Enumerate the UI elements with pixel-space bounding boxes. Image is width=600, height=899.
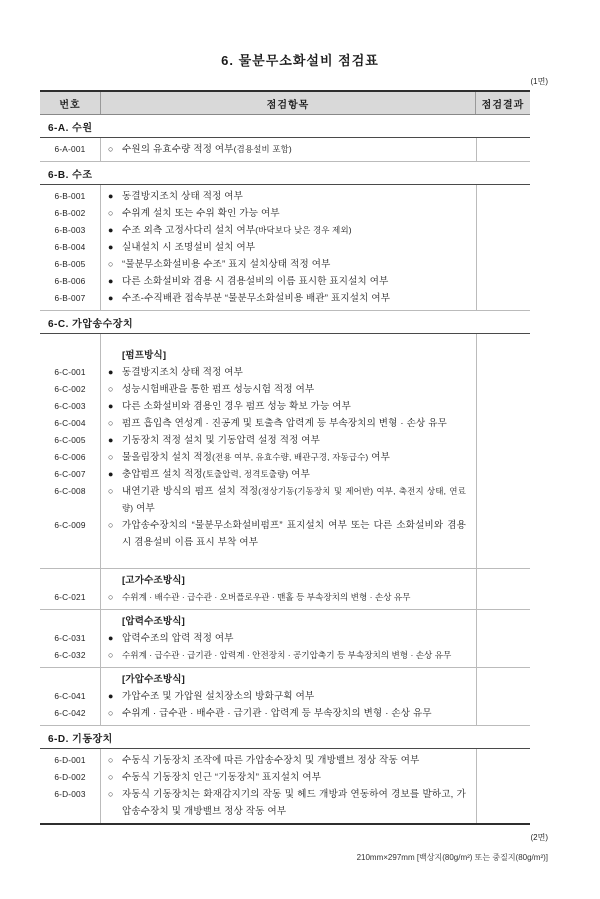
checklist-row — [40, 432, 530, 449]
paren-note: (겸용설비 포함) — [233, 144, 292, 154]
checklist-row — [40, 239, 530, 256]
row-id: 6-C-001 — [54, 367, 86, 377]
filled-circle-marker: ● — [108, 225, 114, 235]
row-id — [40, 347, 100, 364]
row-id: 6-B-005 — [54, 259, 86, 269]
checklist-row — [40, 141, 530, 158]
row-text: 수조-수직배관 접속부분 “물분무소화설비용 배관” 표지설치 여부 — [122, 293, 391, 304]
row-text: 충압펌프 설치 적정(토출압력, 정격토출량) 여부 — [122, 469, 310, 480]
paren-note: (바닥보다 낮은 경우 제외) — [255, 225, 352, 235]
row-block — [40, 138, 530, 162]
checklist-section — [40, 311, 530, 726]
table-header-row — [40, 90, 530, 115]
row-id: 6-C-002 — [54, 384, 86, 394]
row-id: 6-C-003 — [54, 401, 86, 411]
row-text: 다른 소화설비와 겸용 시 겸용설비의 이름 표시한 표지설치 여부 — [122, 276, 389, 287]
filled-circle-marker: ● — [108, 435, 114, 445]
checklist-row — [40, 786, 530, 820]
row-text: 기동장치 적정 설치 및 기동압력 설정 적정 여부 — [122, 435, 321, 446]
row-id: 6-B-004 — [54, 242, 86, 252]
checklist-row — [40, 705, 530, 722]
row-id: 6-C-031 — [54, 633, 86, 643]
checklist-section — [40, 115, 530, 162]
row-text: 수위계 설치 또는 수위 확인 가능 여부 — [122, 208, 280, 219]
checklist-row — [40, 398, 530, 415]
checklist-row — [40, 752, 530, 769]
checklist-row — [40, 273, 530, 290]
row-text: “물분무소화설비용 수조” 표지 설치상태 적정 여부 — [122, 259, 331, 270]
checklist-row — [40, 688, 530, 705]
row-id: 6-C-041 — [54, 691, 86, 701]
row-id: 6-D-001 — [54, 755, 86, 765]
filled-circle-marker: ● — [108, 367, 114, 377]
row-text: 수동식 기동장치 인근 “기동장치” 표지설치 여부 — [122, 772, 322, 783]
checklist-row — [40, 415, 530, 432]
checklist-row — [40, 364, 530, 381]
block-label-row — [40, 347, 530, 364]
checklist-row — [40, 769, 530, 786]
open-circle-marker: ○ — [108, 789, 114, 799]
checklist-row — [40, 647, 530, 664]
header-cell-result: 점검결과 — [481, 99, 525, 111]
checklist-section — [40, 726, 530, 825]
row-id: 6-C-005 — [54, 435, 86, 445]
page-marker-bottom: (2면) — [530, 833, 548, 842]
section-title: 6-A. 수원 — [40, 115, 530, 138]
open-circle-marker: ○ — [108, 208, 114, 218]
checklist-row — [40, 205, 530, 222]
row-text: 수동식 기동장치 조작에 따른 가압송수장치 및 개방밸브 정상 작동 여부 — [122, 755, 420, 766]
open-circle-marker: ○ — [108, 144, 114, 154]
checklist-section — [40, 162, 530, 311]
checklist-row — [40, 517, 530, 551]
row-text: 내연기관 방식의 펌프 설치 적정(정상기동(기동장치 및 제어반) 여부, 축전지 상태, 연료량) 여부 — [122, 486, 466, 514]
checklist-row — [40, 381, 530, 398]
open-circle-marker: ○ — [108, 384, 114, 394]
block-label: [고가수조방식] — [122, 575, 185, 586]
row-id: 6-C-009 — [54, 520, 86, 530]
row-text: 가압송수장치의 “물분무소화설비펌프” 표지설치 여부 또는 다른 소화설비와 겸용 시 겸용설비 이름 표시 부착 여부 — [122, 520, 466, 548]
open-circle-marker: ○ — [108, 452, 114, 462]
checklist-row — [40, 256, 530, 273]
checklist-row — [40, 589, 530, 606]
row-id: 6-C-006 — [54, 452, 86, 462]
checklist-row — [40, 483, 530, 517]
row-id: 6-B-002 — [54, 208, 86, 218]
row-id: 6-C-032 — [54, 650, 86, 660]
section-title: 6-D. 기동장치 — [40, 726, 530, 749]
filled-circle-marker: ● — [108, 469, 114, 479]
open-circle-marker: ○ — [108, 592, 114, 602]
checklist-row — [40, 290, 530, 307]
section-title: 6-B. 수조 — [40, 162, 530, 185]
row-text: 수위계 · 급수관 · 급기관 · 압력계 · 안전장치 · 공기압축기 등 부속장치의 변형 · 손상 유무 — [122, 650, 452, 660]
row-id: 6-B-007 — [54, 293, 86, 303]
section-blocks — [40, 185, 530, 311]
row-id — [40, 671, 100, 688]
row-text: 실내설치 시 조명설비 설치 여부 — [122, 242, 256, 253]
row-text: 수원의 유효수량 적정 여부(겸용설비 포함) — [122, 144, 292, 155]
filled-circle-marker: ● — [108, 691, 114, 701]
page-marker-top: (1면) — [530, 77, 548, 86]
row-id: 6-C-021 — [54, 592, 86, 602]
row-text: 다른 소화설비와 겸용인 경우 펌프 성능 확보 가능 여부 — [122, 401, 352, 412]
row-id: 6-D-002 — [54, 772, 86, 782]
open-circle-marker: ○ — [108, 486, 114, 496]
row-id: 6-C-004 — [54, 418, 86, 428]
filled-circle-marker: ● — [108, 401, 114, 411]
row-text: 동결방지조치 상태 적정 여부 — [122, 191, 244, 202]
row-text: 수조 외측 고정사다리 설치 여부(바닥보다 낮은 경우 제외) — [122, 225, 352, 236]
block-label-row — [40, 572, 530, 589]
paper-spec-footer: 210mm×297mm [백상지(80g/m²) 또는 중질지(80g/m²)] — [356, 853, 548, 862]
row-text: 펌프 흡입측 연성계 · 진공계 및 토출측 압력계 등 부속장치의 변형 · 손상 유무 — [122, 418, 447, 429]
row-block — [40, 185, 530, 311]
page-title: 6. 물분무소화설비 점검표 — [221, 53, 379, 68]
filled-circle-marker: ● — [108, 191, 114, 201]
table-body — [40, 115, 530, 825]
row-id — [40, 572, 100, 589]
block-label: [압력수조방식] — [122, 616, 185, 627]
row-block — [40, 749, 530, 825]
row-id: 6-C-008 — [54, 486, 86, 496]
row-id: 6-C-042 — [54, 708, 86, 718]
paren-note: (전용 여부, 유효수량, 배관구경, 자동급수) — [212, 452, 369, 462]
row-text: 동결방지조치 상태 적정 여부 — [122, 367, 244, 378]
row-id: 6-B-006 — [54, 276, 86, 286]
section-blocks — [40, 334, 530, 726]
open-circle-marker: ○ — [108, 650, 114, 660]
row-text: 성능시험배관을 통한 펌프 성능시험 적정 여부 — [122, 384, 315, 395]
document-page — [0, 50, 600, 899]
open-circle-marker: ○ — [108, 259, 114, 269]
section-blocks — [40, 749, 530, 825]
row-id: 6-B-003 — [54, 225, 86, 235]
row-text: 물올림장치 설치 적정(전용 여부, 유효수량, 배관구경, 자동급수) 여부 — [122, 452, 390, 463]
row-id: 6-B-001 — [54, 191, 86, 201]
block-label-row — [40, 613, 530, 630]
checklist-row — [40, 449, 530, 466]
row-block — [40, 610, 530, 668]
row-text: 수위계 · 급수관 · 배수관 · 급기관 · 압력계 등 부속장치의 변형 · 손상 유무 — [122, 708, 432, 719]
row-block — [40, 334, 530, 569]
filled-circle-marker: ● — [108, 633, 114, 643]
block-label: [가압수조방식] — [122, 674, 185, 685]
header-cell-item: 점검항목 — [100, 92, 476, 114]
header-cell-no: 번호 — [59, 99, 81, 111]
checklist-row — [40, 188, 530, 205]
open-circle-marker: ○ — [108, 418, 114, 428]
checklist-row — [40, 222, 530, 239]
open-circle-marker: ○ — [108, 755, 114, 765]
row-id: 6-A-001 — [54, 144, 86, 154]
block-label-row — [40, 671, 530, 688]
section-title: 6-C. 가압송수장치 — [40, 311, 530, 334]
open-circle-marker: ○ — [108, 772, 114, 782]
checklist-row — [40, 630, 530, 647]
row-id: 6-D-003 — [54, 789, 86, 799]
paren-note: (정상기동(기동장치 및 제어반) 여부, 축전지 상태, 연료량) — [122, 486, 466, 513]
open-circle-marker: ○ — [108, 708, 114, 718]
filled-circle-marker: ● — [108, 293, 114, 303]
filled-circle-marker: ● — [108, 276, 114, 286]
section-blocks — [40, 138, 530, 162]
row-text: 압력수조의 압력 적정 여부 — [122, 633, 234, 644]
paren-note: (토출압력, 정격토출량) — [202, 469, 289, 479]
row-block — [40, 569, 530, 610]
checklist-table — [40, 90, 530, 825]
open-circle-marker: ○ — [108, 520, 114, 530]
row-id — [40, 613, 100, 630]
filled-circle-marker: ● — [108, 242, 114, 252]
row-text: 가압수조 및 가압원 설치장소의 방화구획 여부 — [122, 691, 315, 702]
checklist-row — [40, 466, 530, 483]
row-id: 6-C-007 — [54, 469, 86, 479]
block-label: [펌프방식] — [122, 350, 167, 361]
row-text: 수위계 · 배수관 · 급수관 · 오버플로우관 · 맨홀 등 부속장치의 변형 · 손상 유무 — [122, 592, 411, 602]
row-block — [40, 668, 530, 726]
row-text: 자동식 기동장치는 화재감지기의 작동 및 헤드 개방과 연동하여 경보를 발하고, 가압송수장치 및 개방밸브 정상 작동 여부 — [122, 789, 466, 817]
